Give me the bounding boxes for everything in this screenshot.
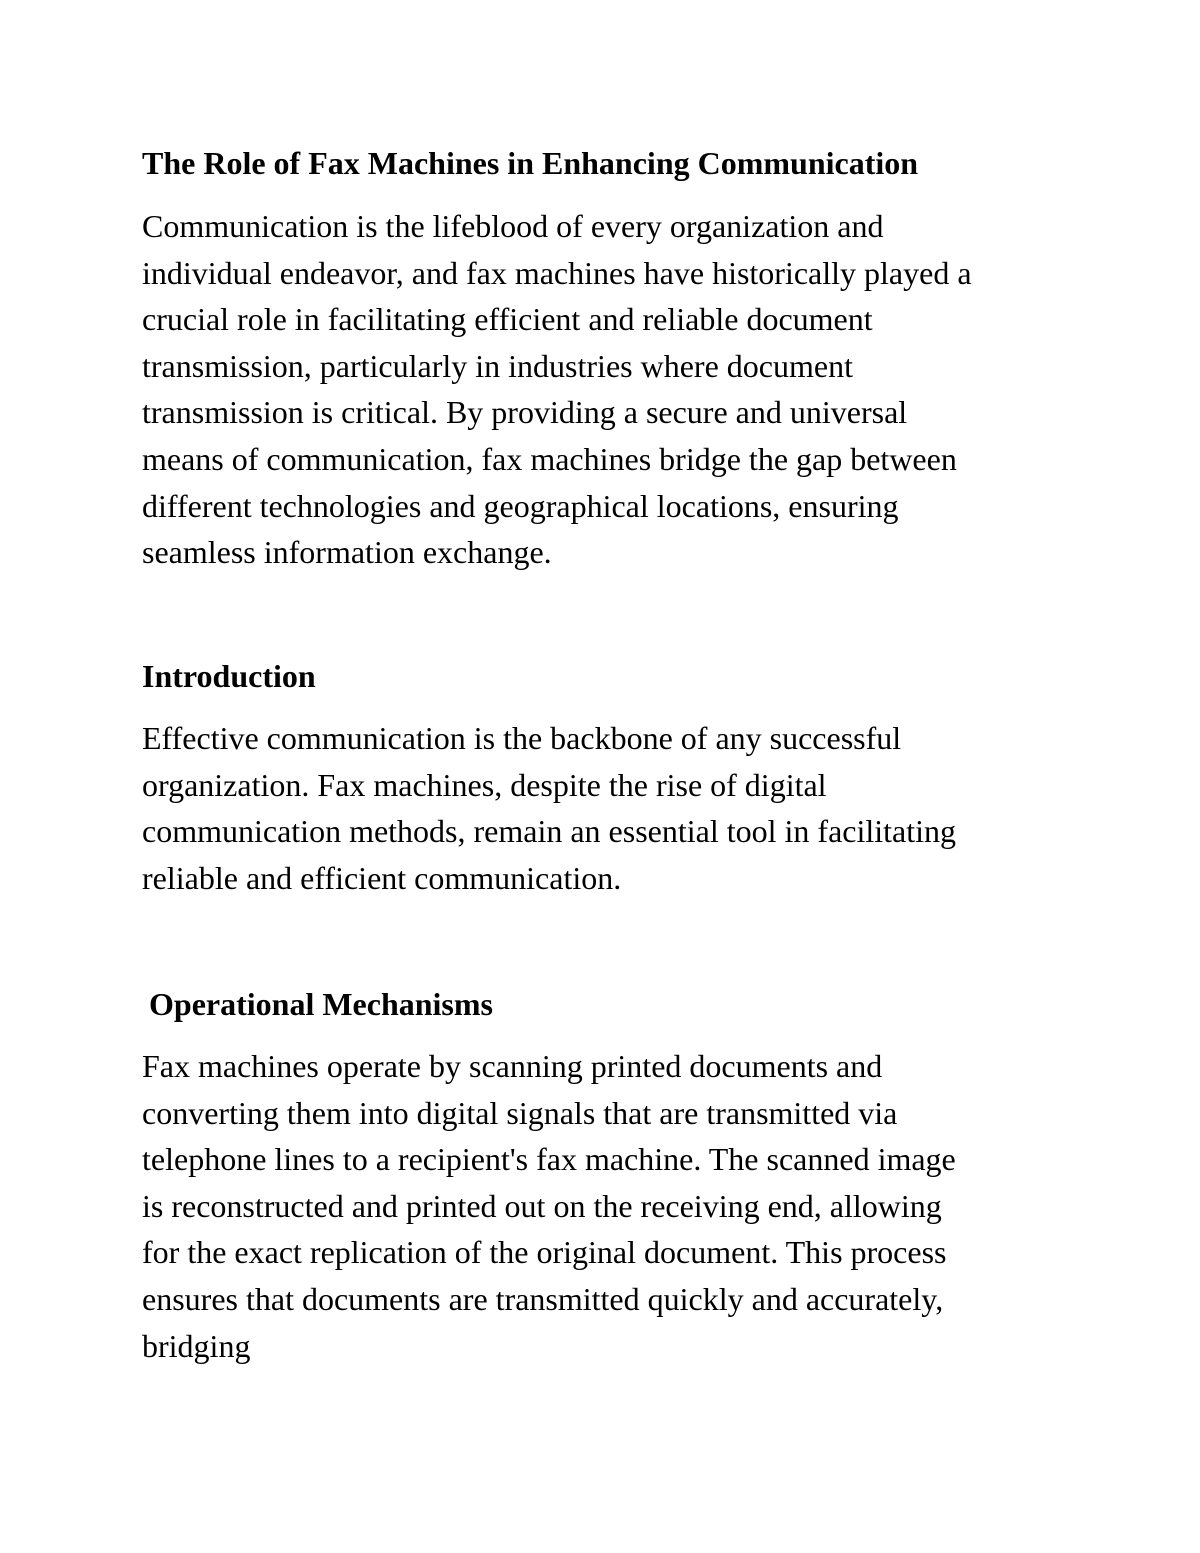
paragraph-line: telephone lines to a recipient's fax machine. The scanned image xyxy=(142,1141,956,1178)
paragraph-line: Effective communication is the backbone of any successful xyxy=(142,720,902,756)
operational-mechanisms-paragraph xyxy=(142,1043,1102,1369)
document-title: The Role of Fax Machines in Enhancing Communication xyxy=(142,145,919,181)
section-heading-operational-mechanisms: Operational Mechanisms xyxy=(149,986,493,1022)
paragraph-line: Communication is the lifeblood of every organization and xyxy=(142,208,884,244)
paragraph-line: Fax machines operate by scanning printed documents and xyxy=(142,1048,883,1084)
paragraph-line: crucial role in facilitating efficient and reliable document xyxy=(142,301,873,338)
paragraph-line: seamless information exchange. xyxy=(142,534,552,571)
paragraph-line: different technologies and geographical locations, ensuring xyxy=(142,487,899,524)
paragraph-line: for the exact replication of the original document. This process xyxy=(142,1234,947,1271)
paragraph-line: is reconstructed and printed out on the receiving end, allowing xyxy=(142,1187,942,1224)
paragraph-line: communication methods, remain an essential tool in facilitating xyxy=(142,813,957,850)
section-heading-introduction: Introduction xyxy=(142,658,316,694)
intro-paragraph xyxy=(142,203,1102,576)
paragraph-line: transmission, particularly in industries where document xyxy=(142,347,853,384)
paragraph-line: individual endeavor, and fax machines have historically played a xyxy=(142,254,972,291)
paragraph-line: bridging xyxy=(142,1327,251,1364)
paragraph-line: converting them into digital signals that are transmitted via xyxy=(142,1094,898,1131)
paragraph-line: organization. Fax machines, despite the rise of digital xyxy=(142,766,827,803)
paragraph-line: reliable and efficient communication. xyxy=(142,859,622,896)
paragraph-line: ensures that documents are transmitted quickly and accurately, xyxy=(142,1280,944,1317)
paragraph-line: transmission is critical. By providing a secure and universal xyxy=(142,394,908,431)
introduction-paragraph xyxy=(142,715,1102,901)
paragraph-line: means of communication, fax machines bridge the gap between xyxy=(142,440,957,477)
